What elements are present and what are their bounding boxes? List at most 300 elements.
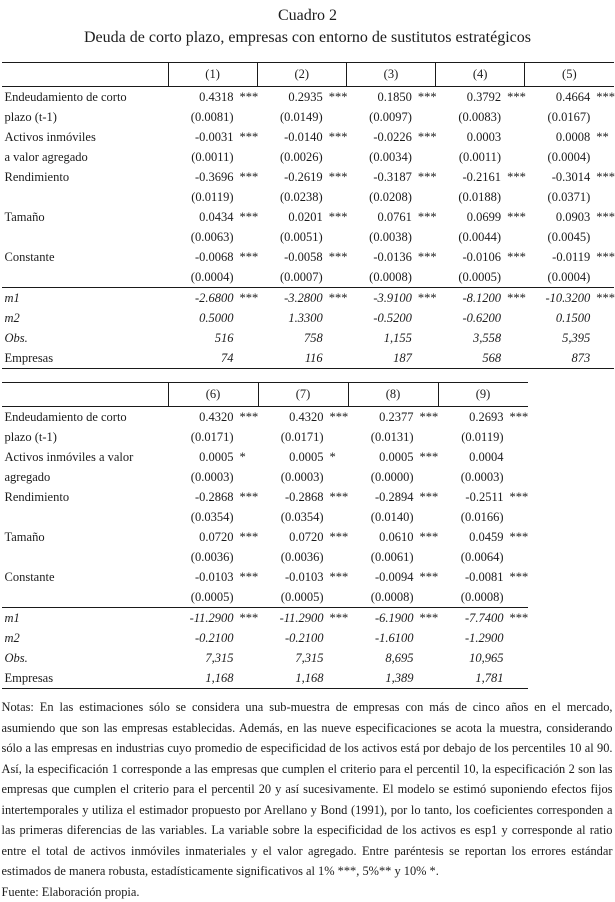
cell-group <box>435 351 524 366</box>
cell-group <box>168 90 257 105</box>
coef-value: -0.0103 <box>258 570 324 585</box>
std-error: (0.0167) <box>524 110 590 125</box>
row-label: Rendimiento <box>2 170 168 185</box>
stderr-row <box>2 227 614 247</box>
stat-label: m2 <box>2 631 168 646</box>
column-header: (3) <box>346 63 435 86</box>
coef-value: 0.0459 <box>438 530 504 545</box>
coef-value: 0.0610 <box>348 530 414 545</box>
significance-stars: *** <box>501 291 526 306</box>
coef-value: 1,389 <box>348 671 414 686</box>
cell-group <box>435 110 524 125</box>
cell-group <box>168 270 257 285</box>
row-label: plazo (t-1) <box>2 110 168 125</box>
cell-group <box>346 270 435 285</box>
cell-group <box>257 130 346 145</box>
stat-label: m1 <box>2 291 168 306</box>
column-header: (5) <box>524 63 613 86</box>
coef-value: -0.0058 <box>257 250 323 265</box>
coef-value: -6.1900 <box>348 611 414 626</box>
cell-group <box>348 550 438 565</box>
significance-stars: *** <box>324 570 349 585</box>
row-label: Endeudamiento de corto <box>2 410 168 425</box>
regression-panels <box>2 62 614 689</box>
stderr-row <box>2 147 614 167</box>
cell-group <box>346 90 435 105</box>
stat-row <box>2 668 528 688</box>
coef-value: -0.0226 <box>346 130 412 145</box>
cell-group <box>258 570 348 585</box>
cell-group <box>348 611 438 626</box>
cell-group <box>524 291 613 306</box>
cell-group <box>348 490 438 505</box>
header-label-spacer <box>2 63 168 86</box>
table-title: Deuda de corto plazo, empresas con entorno de sustitutos estratégicos <box>2 27 614 49</box>
stat-row <box>2 628 528 648</box>
std-error: (0.0005) <box>435 270 501 285</box>
std-error: (0.0003) <box>258 470 324 485</box>
coef-value: 0.0201 <box>257 210 323 225</box>
cell-group <box>348 450 438 465</box>
stat-label: Obs. <box>2 331 168 346</box>
stderr-row <box>2 107 614 127</box>
std-error: (0.0371) <box>524 190 590 205</box>
coef-value: 0.4664 <box>524 90 590 105</box>
coef-row <box>2 87 614 107</box>
std-error: (0.0064) <box>438 550 504 565</box>
coef-value: 116 <box>257 351 323 366</box>
significance-stars: * <box>324 450 348 465</box>
row-label: Endeudamiento de corto <box>2 90 168 105</box>
coef-value: -0.2868 <box>168 490 234 505</box>
coef-value: -11.2900 <box>258 611 324 626</box>
cell-group <box>257 230 346 245</box>
significance-stars: *** <box>234 170 259 185</box>
cell-group <box>258 590 348 605</box>
significance-stars: * <box>234 450 258 465</box>
significance-stars: *** <box>501 90 526 105</box>
coef-value: -0.2868 <box>258 490 324 505</box>
cell-group <box>435 230 524 245</box>
significance-stars: *** <box>323 170 348 185</box>
coef-value: 1,781 <box>438 671 504 686</box>
cell-group <box>258 671 348 686</box>
cell-group <box>438 430 528 445</box>
cell-group <box>346 210 435 225</box>
std-error: (0.0003) <box>168 470 234 485</box>
significance-stars: *** <box>590 210 615 225</box>
coef-value: 0.0005 <box>348 450 414 465</box>
coef-value: 8,695 <box>348 651 414 666</box>
cell-group <box>438 530 528 545</box>
cell-group <box>168 550 258 565</box>
coef-value: 516 <box>168 331 234 346</box>
cell-group <box>348 430 438 445</box>
cell-group <box>258 530 348 545</box>
coef-value: -0.0068 <box>168 250 234 265</box>
cell-group <box>257 270 346 285</box>
significance-stars: *** <box>324 490 349 505</box>
coef-row <box>2 207 614 227</box>
coef-value: -2.6800 <box>168 291 234 306</box>
row-label: Activos inmóviles a valor <box>2 450 168 465</box>
cell-group <box>524 190 613 205</box>
cell-group <box>438 570 528 585</box>
cell-group <box>168 671 258 686</box>
coef-value: -0.3187 <box>346 170 412 185</box>
std-error: (0.0003) <box>438 470 504 485</box>
diagnostics-section <box>2 607 528 688</box>
significance-stars: *** <box>414 450 439 465</box>
coef-value: -0.2100 <box>168 631 234 646</box>
coef-value: -0.3696 <box>168 170 234 185</box>
coef-value: 0.4320 <box>258 410 324 425</box>
significance-stars: *** <box>234 530 259 545</box>
std-error: (0.0051) <box>257 230 323 245</box>
cell-group <box>257 291 346 306</box>
coef-row <box>2 487 528 507</box>
cell-group <box>435 170 524 185</box>
table-source: Fuente: Elaboración propia. <box>2 882 614 902</box>
coef-value: 0.0903 <box>524 210 590 225</box>
std-error: (0.0045) <box>524 230 590 245</box>
cell-group <box>346 291 435 306</box>
cell-group <box>168 210 257 225</box>
coef-value: -0.6200 <box>435 311 501 326</box>
cell-group <box>346 150 435 165</box>
cell-group <box>168 651 258 666</box>
cell-group <box>438 550 528 565</box>
std-error: (0.0008) <box>438 590 504 605</box>
cell-group <box>524 270 613 285</box>
coef-value: 10,965 <box>438 651 504 666</box>
significance-stars: *** <box>412 130 437 145</box>
cell-group <box>438 470 528 485</box>
cell-group <box>435 190 524 205</box>
significance-stars: *** <box>590 90 615 105</box>
significance-stars: *** <box>504 410 529 425</box>
cell-group <box>524 150 613 165</box>
cell-group <box>524 331 613 346</box>
cell-group <box>168 170 257 185</box>
coef-value: -0.0106 <box>435 250 501 265</box>
coef-value: 0.0004 <box>438 450 504 465</box>
cell-group <box>168 510 258 525</box>
cell-group <box>168 450 258 465</box>
column-header: (1) <box>168 63 257 86</box>
std-error: (0.0354) <box>258 510 324 525</box>
std-error: (0.0007) <box>257 270 323 285</box>
cell-group <box>348 530 438 545</box>
row-label: Activos inmóviles <box>2 130 168 145</box>
significance-stars: *** <box>234 90 259 105</box>
cell-group <box>348 570 438 585</box>
cell-group <box>258 510 348 525</box>
significance-stars: *** <box>324 611 349 626</box>
stderr-row <box>2 187 614 207</box>
table-number-title: Cuadro 2 <box>2 0 614 27</box>
coef-value: -0.0136 <box>346 250 412 265</box>
cell-group <box>438 651 528 666</box>
significance-stars: ** <box>590 130 613 145</box>
std-error: (0.0038) <box>346 230 412 245</box>
coef-value: 0.2693 <box>438 410 504 425</box>
cell-group <box>348 671 438 686</box>
coef-value: 0.0003 <box>435 130 501 145</box>
cell-group <box>346 170 435 185</box>
coef-value: -10.3200 <box>524 291 590 306</box>
column-header: (2) <box>257 63 346 86</box>
row-label: Rendimiento <box>2 490 168 505</box>
cell-group <box>435 130 524 145</box>
coef-value: -0.0094 <box>348 570 414 585</box>
stat-label: Empresas <box>2 671 168 686</box>
cell-group <box>258 410 348 425</box>
coef-value: 1.3300 <box>257 311 323 326</box>
stderr-row <box>2 267 614 287</box>
std-error: (0.0188) <box>435 190 501 205</box>
significance-stars: *** <box>412 291 437 306</box>
cell-group <box>348 470 438 485</box>
coef-value: -1.2900 <box>438 631 504 646</box>
coef-value: -0.5200 <box>346 311 412 326</box>
cell-group <box>168 130 257 145</box>
coef-value: -0.3014 <box>524 170 590 185</box>
std-error: (0.0005) <box>168 590 234 605</box>
cell-group <box>435 150 524 165</box>
significance-stars: *** <box>590 170 615 185</box>
coef-value: 0.2377 <box>348 410 414 425</box>
coef-row <box>2 247 614 267</box>
cell-group <box>168 230 257 245</box>
significance-stars: *** <box>590 291 615 306</box>
std-error: (0.0119) <box>168 190 234 205</box>
cell-group <box>258 490 348 505</box>
row-label: agregado <box>2 470 168 485</box>
cell-group <box>348 510 438 525</box>
coef-row <box>2 567 528 587</box>
significance-stars: *** <box>323 250 348 265</box>
std-error: (0.0008) <box>348 590 414 605</box>
std-error: (0.0044) <box>435 230 501 245</box>
significance-stars: *** <box>234 210 259 225</box>
coef-value: 0.1850 <box>346 90 412 105</box>
cell-group <box>524 110 613 125</box>
coef-row <box>2 127 614 147</box>
significance-stars: *** <box>234 291 259 306</box>
cell-group <box>257 331 346 346</box>
coef-value: 5,395 <box>524 331 590 346</box>
std-error: (0.0004) <box>524 150 590 165</box>
coef-value: -7.7400 <box>438 611 504 626</box>
significance-stars: *** <box>414 530 439 545</box>
coef-row <box>2 447 528 467</box>
coef-value: 0.0005 <box>258 450 324 465</box>
significance-stars: *** <box>324 530 349 545</box>
std-error: (0.0034) <box>346 150 412 165</box>
significance-stars: *** <box>323 130 348 145</box>
significance-stars: *** <box>414 570 439 585</box>
coef-value: -3.2800 <box>257 291 323 306</box>
column-header: (4) <box>435 63 524 86</box>
significance-stars: *** <box>412 210 437 225</box>
std-error: (0.0149) <box>257 110 323 125</box>
significance-stars: *** <box>414 611 439 626</box>
std-error: (0.0011) <box>168 150 234 165</box>
cell-group <box>257 110 346 125</box>
significance-stars: *** <box>504 530 529 545</box>
coef-row <box>2 527 528 547</box>
row-label: Constante <box>2 250 168 265</box>
cell-group <box>258 631 348 646</box>
stat-label: Obs. <box>2 651 168 666</box>
panel-2 <box>2 382 528 689</box>
cell-group <box>438 450 528 465</box>
coef-value: 0.1500 <box>524 311 590 326</box>
coef-value: 7,315 <box>258 651 324 666</box>
cell-group <box>258 550 348 565</box>
std-error: (0.0131) <box>348 430 414 445</box>
coef-value: 0.0008 <box>524 130 590 145</box>
std-error: (0.0171) <box>258 430 324 445</box>
coef-value: 873 <box>524 351 590 366</box>
cell-group <box>168 291 257 306</box>
coef-value: 3,558 <box>435 331 501 346</box>
significance-stars: *** <box>323 90 348 105</box>
cell-group <box>168 311 257 326</box>
column-header: (9) <box>438 383 528 406</box>
cell-group <box>168 351 257 366</box>
cell-group <box>346 311 435 326</box>
cell-group <box>348 651 438 666</box>
coef-value: -0.0140 <box>257 130 323 145</box>
coef-value: 568 <box>435 351 501 366</box>
significance-stars: *** <box>323 291 348 306</box>
cell-group <box>257 190 346 205</box>
std-error: (0.0354) <box>168 510 234 525</box>
coef-value: 0.0005 <box>168 450 234 465</box>
cell-group <box>438 410 528 425</box>
stat-row <box>2 288 614 308</box>
cell-group <box>168 331 257 346</box>
cell-group <box>348 631 438 646</box>
column-header: (8) <box>348 383 438 406</box>
coef-value: -0.2894 <box>348 490 414 505</box>
cell-group <box>168 590 258 605</box>
cell-group <box>258 470 348 485</box>
cell-group <box>348 590 438 605</box>
panel-1 <box>2 62 614 369</box>
std-error: (0.0011) <box>435 150 501 165</box>
cell-group <box>168 110 257 125</box>
coef-value: 0.0761 <box>346 210 412 225</box>
std-error: (0.0166) <box>438 510 504 525</box>
row-label: plazo (t-1) <box>2 430 168 445</box>
coef-value: -1.6100 <box>348 631 414 646</box>
cell-group <box>435 90 524 105</box>
cell-group <box>524 210 613 225</box>
std-error: (0.0004) <box>168 270 234 285</box>
cell-group <box>258 611 348 626</box>
cell-group <box>168 470 258 485</box>
coef-value: 0.0720 <box>258 530 324 545</box>
stderr-row <box>2 587 528 607</box>
coef-value: 0.0434 <box>168 210 234 225</box>
cell-group <box>258 430 348 445</box>
stderr-row <box>2 507 528 527</box>
row-label: Constante <box>2 570 168 585</box>
cell-group <box>257 351 346 366</box>
std-error: (0.0036) <box>258 550 324 565</box>
coef-value: -0.0119 <box>524 250 590 265</box>
cell-group <box>435 291 524 306</box>
coef-value: -0.2100 <box>258 631 324 646</box>
significance-stars: *** <box>234 490 259 505</box>
std-error: (0.0005) <box>258 590 324 605</box>
stat-row <box>2 328 614 348</box>
coef-value: 74 <box>168 351 234 366</box>
document-page <box>2 0 614 889</box>
cell-group <box>524 351 613 366</box>
stat-row <box>2 608 528 628</box>
significance-stars: *** <box>414 490 439 505</box>
cell-group <box>257 90 346 105</box>
cell-group <box>257 210 346 225</box>
coef-value: -0.0031 <box>168 130 234 145</box>
coef-value: -0.0081 <box>438 570 504 585</box>
std-error: (0.0097) <box>346 110 412 125</box>
stat-label: m1 <box>2 611 168 626</box>
std-error: (0.0081) <box>168 110 234 125</box>
significance-stars: *** <box>504 570 529 585</box>
std-error: (0.0036) <box>168 550 234 565</box>
cell-group <box>346 130 435 145</box>
stat-label: Empresas <box>2 351 168 366</box>
cell-group <box>257 311 346 326</box>
std-error: (0.0026) <box>257 150 323 165</box>
coef-value: -11.2900 <box>168 611 234 626</box>
coef-value: 0.0720 <box>168 530 234 545</box>
significance-stars: *** <box>324 410 349 425</box>
std-error: (0.0171) <box>168 430 234 445</box>
table-notes: Notas: En las estimaciones sólo se considera una sub-muestra de empresas con más de cinco años en el mercado, asumiendo que son las empresas establecidas. Además, en las nueve especificaciones se acota la muestra, considerando sólo a las empresas en industrias cuyo promedio de especificidad de los activos está por debajo de los percentiles 10 al 90. Así, la especificación 1 corresponde a las empresas que cumplen el criterio para el percentil 10, la especificación 2 son las empresas que cumplen el criterio para el percentil 20 y así sucesivamente. El modelo se estimó suponiendo efectos fijos intertemporales y utiliza el estimador propuesto por Arellano y Bond (1991), por lo tanto, los coeficientes corresponden a las primeras diferencias de las variables. La variable sobre la especificidad de los activos es esp1 y corresponde al ratio entre el total de activos inmóviles inmateriales y el valor agregado. Entre paréntesis se reportan los errores estándar estimados de manera robusta, estadísticamente significativos al 1% ***, 5%** y 10% *. <box>2 697 614 882</box>
cell-group <box>524 130 613 145</box>
coef-value: 0.0699 <box>435 210 501 225</box>
significance-stars: *** <box>412 250 437 265</box>
coef-value: -0.2161 <box>435 170 501 185</box>
stat-label: m2 <box>2 311 168 326</box>
row-label: a valor agregado <box>2 150 168 165</box>
cell-group <box>346 230 435 245</box>
cell-group <box>346 190 435 205</box>
coef-value: 0.5000 <box>168 311 234 326</box>
cell-group <box>168 631 258 646</box>
cell-group <box>346 351 435 366</box>
coef-value: 1,168 <box>168 671 234 686</box>
stat-row <box>2 648 528 668</box>
coef-value: -0.2511 <box>438 490 504 505</box>
cell-group <box>438 490 528 505</box>
coef-value: 758 <box>257 331 323 346</box>
significance-stars: *** <box>234 250 259 265</box>
cell-group <box>435 311 524 326</box>
header-label-spacer <box>2 383 168 406</box>
diagnostics-section <box>2 287 614 368</box>
significance-stars: *** <box>501 170 526 185</box>
coef-value: -0.0103 <box>168 570 234 585</box>
significance-stars: *** <box>234 570 259 585</box>
cell-group <box>258 450 348 465</box>
